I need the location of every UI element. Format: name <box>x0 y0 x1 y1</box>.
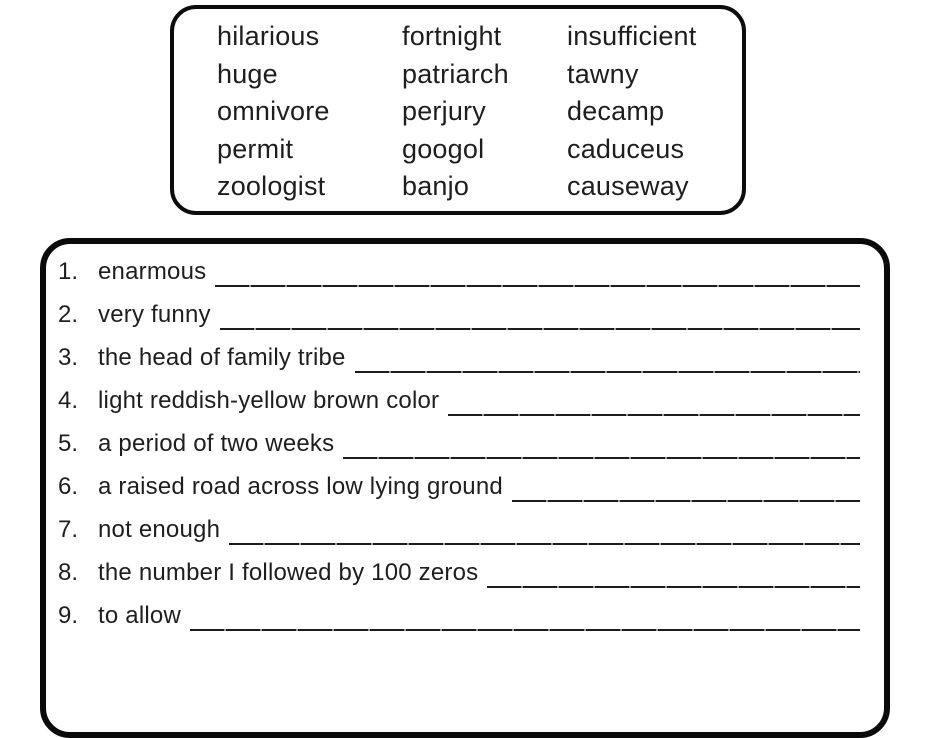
word-bank-column <box>217 18 402 211</box>
question-row <box>58 336 860 379</box>
question-clue: enarmous <box>98 258 207 285</box>
word-bank-word: googol <box>402 133 485 164</box>
word-bank-word: omnivore <box>217 96 330 126</box>
word-bank-word: huge <box>217 58 278 89</box>
question-number: 9. <box>58 602 79 629</box>
question-number: 4. <box>58 387 79 414</box>
question-row <box>58 379 860 422</box>
answer-blank[interactable] <box>487 551 860 594</box>
word-bank-word: hilarious <box>217 21 320 51</box>
question-number: 3. <box>58 344 79 371</box>
answer-blank[interactable] <box>355 336 860 379</box>
word-bank-word: caduceus <box>567 133 685 164</box>
question-number: 1. <box>58 258 79 285</box>
word-bank-word: insufficient <box>567 21 697 51</box>
word-bank-column <box>567 18 742 211</box>
question-clue: very funny <box>98 301 211 328</box>
question-row <box>58 422 860 465</box>
word-bank-word: causeway <box>567 171 689 201</box>
question-clue: not enough <box>98 516 221 543</box>
question-clue: a period of two weeks <box>98 430 335 457</box>
worksheet-box <box>40 238 890 738</box>
word-bank-word: perjury <box>402 96 486 126</box>
answer-blank[interactable] <box>229 508 860 551</box>
question-clue: light reddish-yellow brown color <box>98 387 440 414</box>
answer-blank[interactable] <box>215 250 860 293</box>
word-bank-word: fortnight <box>402 21 502 51</box>
question-number: 8. <box>58 559 79 586</box>
question-row <box>58 594 860 637</box>
word-bank-word: permit <box>217 133 294 164</box>
word-bank-word: zoologist <box>217 171 326 201</box>
answer-blank[interactable] <box>512 465 860 508</box>
question-clue: to allow <box>98 602 181 629</box>
word-bank-column <box>402 18 567 211</box>
question-number: 7. <box>58 516 79 543</box>
word-bank-word: decamp <box>567 96 665 126</box>
question-row <box>58 508 860 551</box>
question-number: 5. <box>58 430 79 457</box>
question-row <box>58 250 860 293</box>
answer-blank[interactable] <box>190 594 860 637</box>
question-number: 6. <box>58 473 79 500</box>
question-clue: the number I followed by 100 zeros <box>98 559 479 586</box>
question-clue: a raised road across low lying ground <box>98 473 503 500</box>
question-number: 2. <box>58 301 79 328</box>
answer-blank[interactable] <box>448 379 860 422</box>
question-row <box>58 551 860 594</box>
question-row <box>58 465 860 508</box>
word-bank-word: patriarch <box>402 58 509 89</box>
question-row <box>58 293 860 336</box>
question-clue: the head of family tribe <box>98 344 346 371</box>
answer-blank[interactable] <box>220 293 860 336</box>
answer-blank[interactable] <box>343 422 860 465</box>
word-bank-word: banjo <box>402 171 470 201</box>
word-bank-word: tawny <box>567 58 639 89</box>
word-bank-box <box>170 5 746 215</box>
